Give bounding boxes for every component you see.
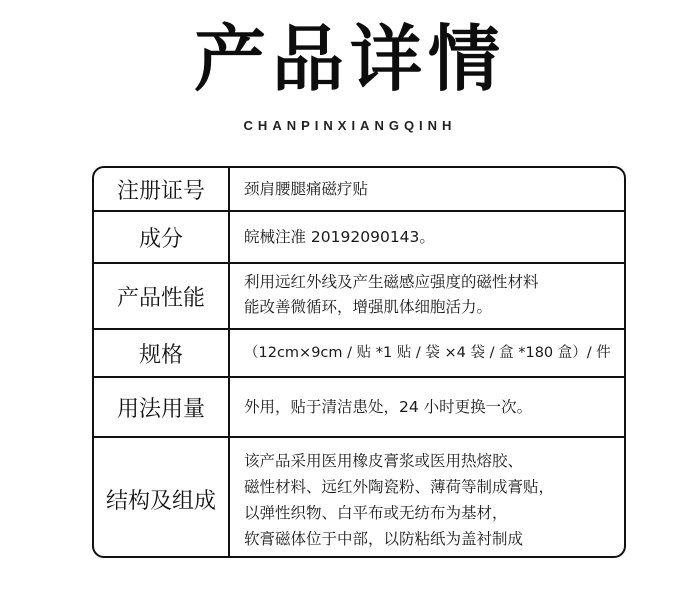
table-row-usage bbox=[94, 376, 624, 436]
row-value: 颈肩腰腿痛磁疗贴 bbox=[244, 179, 369, 198]
row-value-line: 磁性材料、远红外陶瓷粉、薄荷等制成膏贴， bbox=[244, 478, 555, 496]
row-value-line: 该产品采用医用橡皮膏浆或医用热熔胶、 bbox=[244, 452, 524, 470]
row-label: 注册证号 bbox=[94, 168, 230, 210]
row-label: 结构及组成 bbox=[94, 438, 230, 558]
row-value-line: 能改善微循环，增强肌体细胞活力。 bbox=[244, 298, 493, 316]
page-title: 产品详情 bbox=[193, 17, 506, 101]
row-value-line: 软膏磁体位于中部，以防粘纸为盖衬制成 bbox=[244, 530, 524, 548]
row-value: 皖械注准 20192090143。 bbox=[244, 227, 435, 246]
table-row-composition bbox=[94, 436, 624, 558]
table-row-registration bbox=[94, 168, 624, 210]
page-subtitle: CHANPINXIANGQINH bbox=[243, 118, 457, 133]
row-value: 外用，贴于清洁患处，24 小时更换一次。 bbox=[244, 397, 533, 416]
row-label: 产品性能 bbox=[94, 264, 230, 328]
row-label: 用法用量 bbox=[94, 378, 230, 436]
table-row-ingredients bbox=[94, 210, 624, 262]
product-details-table bbox=[92, 166, 626, 558]
row-value: （12cm×9cm / 贴 *1 贴 / 袋 ×4 袋 / 盒 *180 盒）/ 件 bbox=[244, 344, 611, 361]
row-value-line: 利用远红外线及产生磁感应强度的磁性材料 bbox=[244, 273, 539, 291]
row-value bbox=[230, 264, 624, 328]
row-value-line: 以弹性织物、白平布或无纺布为基材， bbox=[244, 504, 508, 522]
row-label: 规格 bbox=[94, 330, 230, 376]
row-label: 成分 bbox=[94, 212, 230, 262]
table-row-performance bbox=[94, 262, 624, 328]
table-row-specification bbox=[94, 328, 624, 376]
row-value bbox=[230, 438, 624, 558]
